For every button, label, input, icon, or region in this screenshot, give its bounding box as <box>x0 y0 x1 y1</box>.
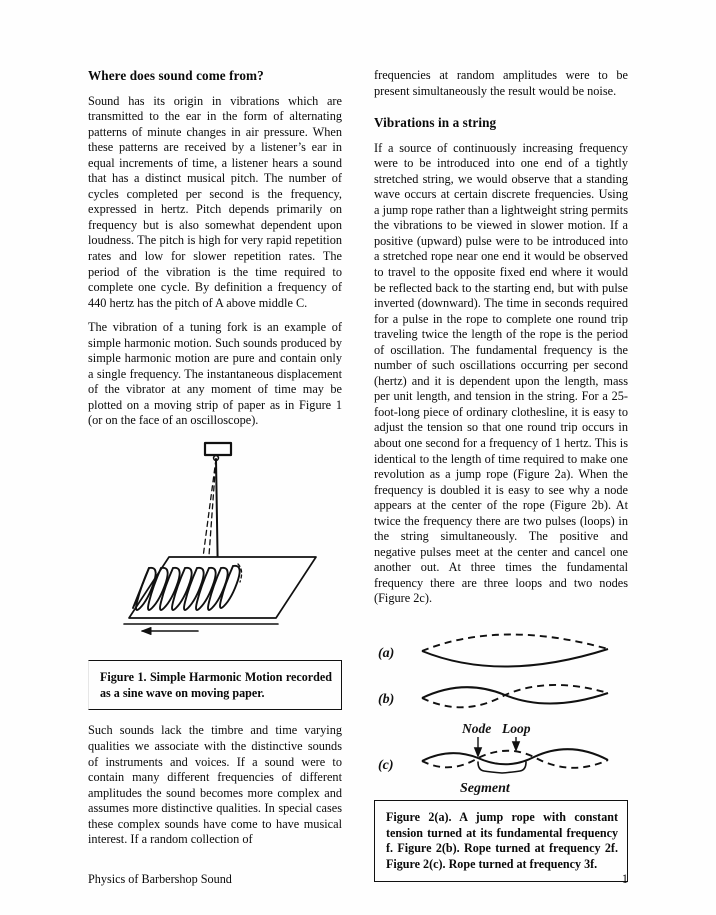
figure-2-caption-box <box>374 800 628 882</box>
mode-c-third-harmonic <box>378 749 608 773</box>
node-arrow <box>475 737 481 756</box>
paragraph-timbre: Such sounds lack the timbre and time varying qualities we associate with the distinctive sounds of instruments and voices. If a sound were to contain many different frequencies of different amplitudes the sound becomes more complex and assumes more distinctive qualities. In special cases these complex sounds have come to have musical interest. If a random collection of <box>88 723 342 847</box>
figure-2-caption-text: Figure 2(a). A jump rope with constant tension turned at its fundamental frequency f. Figure 2(b). Rope turned at frequency 2f. Figure 2(c). Rope turned at frequency 3f. <box>386 810 618 872</box>
figure-1-caption-text: Figure 1. Simple Harmonic Motion recorded as a sine wave on moving paper. <box>100 669 332 700</box>
paper-sheet <box>129 557 316 618</box>
paragraph-noise-continued: frequencies at random amplitudes were to be present simultaneously the result would be noise. <box>374 68 628 98</box>
footer-title: Physics of Barbershop Sound <box>88 872 232 886</box>
right-column <box>374 68 628 872</box>
page-footer <box>88 872 628 887</box>
heading-vibrations-in-a-string: Vibrations in a string <box>374 115 497 131</box>
figure-2-label-c: (c) <box>378 758 394 773</box>
segment-label: Segment <box>460 781 510 796</box>
paragraph-tuning-fork: The vibration of a tuning fork is an example of simple harmonic motion. Such sounds produced by simple harmonic motion are pure and contain only a single frequency. The instantaneous displacement of the vibrator at any moment of time may be plotted on a moving strip of paper as in Figure 1 (or on the face of an oscilloscope). <box>88 320 342 428</box>
figure-2-illustration <box>374 621 628 796</box>
loop-arrow <box>513 737 519 750</box>
two-column-layout <box>88 68 628 872</box>
paragraph-standing-waves: If a source of continuously increasing frequency were to be introduced into one end of a tightly stretched string, we would observe that a standing wave occurs at certain discrete frequencies. Using a jump rope rather than a lightweight string permits the vibrations to be viewed in slower motion. If a positive (upward) pulse were to be introduced into a stretched rope near one end it would be observed to travel to the opposite fixed end where it would be reflected back to the starting end, but with pulse inverted (downward). The time in seconds required for a pulse in the rope to complete one round trip traveling twice the length of the rope is the period of oscillation. The fundamental frequency is the number of such oscillations occurring per second (hertz) and it is dependent upon the length, mass per unit length, and tension in the string. For a 25-foot-long piece of ordinary clothesline, it is easy to adjust the tension so that one round trip occurs in about one second for a frequency of 1 hertz. This is identical to the length of time required to make one revolution as a jump rope (Figure 2a). When the frequency is doubled it is easy to see why a node appears at the center of the rope (Figure 2b). At twice the frequency there are two pulses (loops) in the string simultaneously. The positive and negative pulses meet at the center and cancel one another out. At three times the fundamental frequency there are three loops and two nodes (Figure 2c). <box>374 140 628 606</box>
footer-page-number: 1 <box>621 872 628 886</box>
figure-2-label-b: (b) <box>378 692 395 707</box>
paragraph-sound-origin: Sound has its origin in vibrations which are transmitted to the ear in the form of alternating patterns of minute changes in air pressure. When these patterns are received by a listener’s ear in equal increments of time, a listener hears a sound that has a distinct musical pitch. The number of cycles completed per second is the frequency, expressed in hertz. Pitch depends primarily on frequency but is also somewhat dependent upon loudness. The pitch is high for very rapid repetition rates and low for slower repetition rates. The period of the vibration is the time required to complete one cycle. By definition a frequency of 440 hertz has the pitch of A above middle C. <box>88 93 342 310</box>
figure-2-label-a: (a) <box>378 646 395 661</box>
figure-2-svg <box>374 621 628 796</box>
node-loop-annotations <box>461 721 531 756</box>
figure-1-caption-box <box>88 660 342 710</box>
left-column <box>88 68 342 858</box>
heading-where-does-sound-come-from: Where does sound come from? <box>88 68 264 83</box>
paper-direction-arrow <box>142 627 198 634</box>
mode-b-second-harmonic <box>378 685 608 707</box>
loop-label: Loop <box>502 721 531 736</box>
support-block-icon <box>205 443 231 455</box>
figure-1-illustration <box>88 438 342 656</box>
node-label: Node <box>462 721 492 736</box>
mode-a-fundamental <box>378 634 608 666</box>
figure-1-svg <box>88 438 342 656</box>
